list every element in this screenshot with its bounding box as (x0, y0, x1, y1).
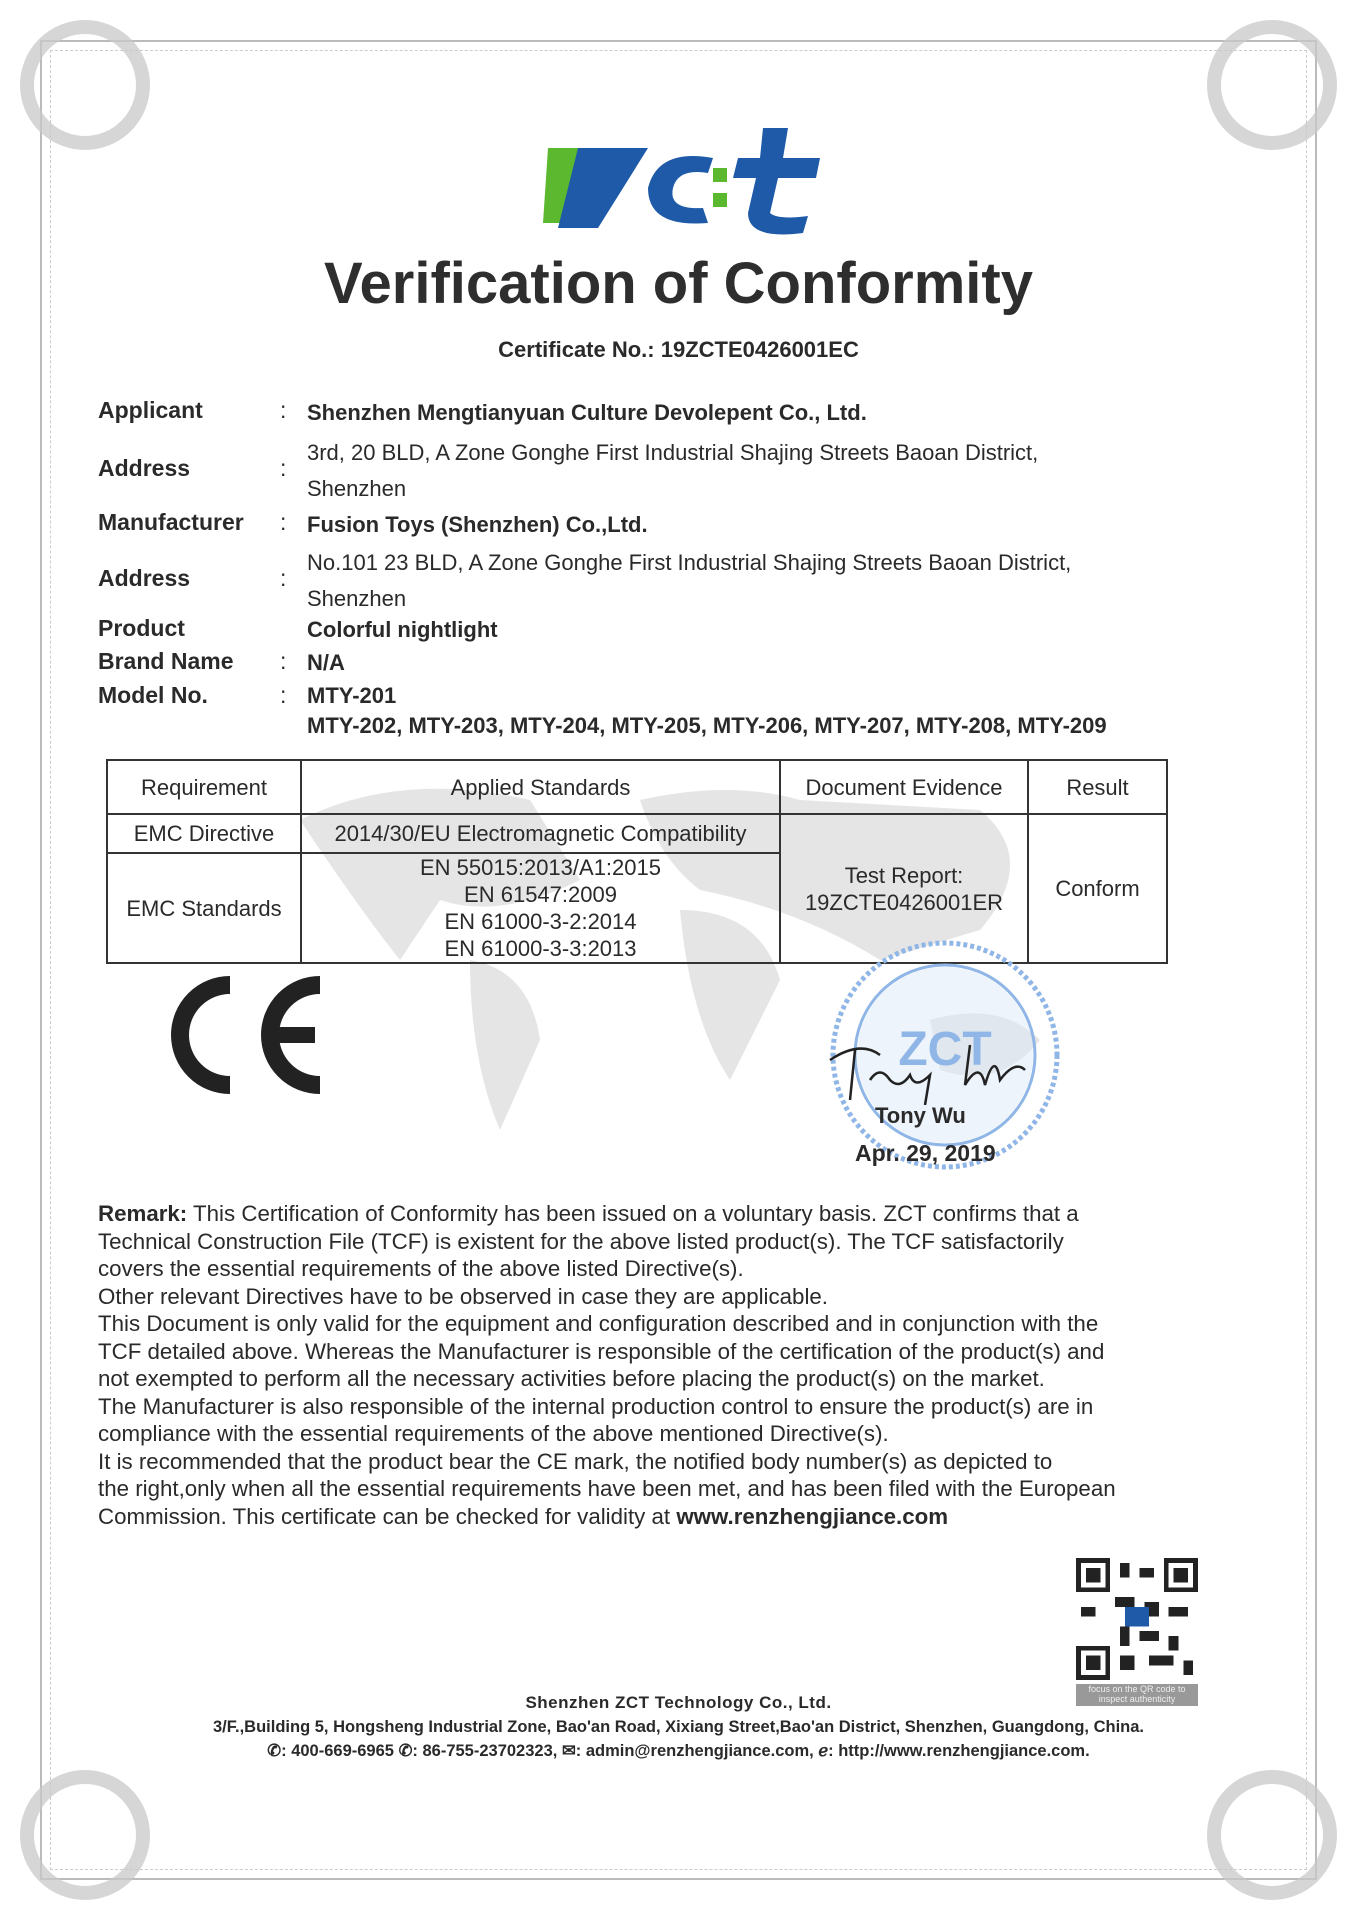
footer-address: 3/F.,Building 5, Hongsheng Industrial Zone, Bao'an Road, Xixiang Street,Bao'an District, Shenzhen, Guangdong, China. (212, 1718, 1144, 1736)
issue-date: Apr. 29, 2019 (855, 1140, 996, 1166)
corner-ornament (1207, 1770, 1337, 1900)
corner-ornament (1207, 20, 1337, 150)
standard-item: EN 61547:2009 (464, 882, 617, 907)
table-header-row (107, 760, 1167, 814)
applicant-address-line2: Shenzhen (307, 476, 407, 501)
colon: : (280, 682, 287, 708)
standard-cell: 2014/30/EU Electromagnetic Compatibility (301, 814, 780, 853)
product-value: Colorful nightlight (307, 617, 498, 642)
remark-line: covers the essential requirements of the above listed Directive(s). (98, 1256, 744, 1281)
phone-icon: ✆ (267, 1742, 282, 1760)
requirement-cell: EMC Standards (107, 853, 301, 963)
remark-section (98, 1200, 1248, 1530)
phone-icon: ✆ (398, 1742, 413, 1760)
web-icon: ℯ (818, 1742, 829, 1760)
remark-line: Technical Construction File (TCF) is existent for the above listed product(s). The TCF satisfactorily (98, 1228, 1064, 1254)
applicant-address-line1: 3rd, 20 BLD, A Zone Gonghe First Industrial Shajing Streets Baoan District, (307, 440, 1039, 465)
certificate-number: Certificate No.: 19ZCTE0426001EC (498, 337, 859, 362)
ce-mark-icon (155, 975, 330, 1095)
remark-line: The Manufacturer is also responsible of the internal production control to ensure the product(s) are in (98, 1393, 1094, 1419)
applicant-value: Shenzhen Mengtianyuan Culture Devolepent Co., Ltd. (307, 400, 867, 425)
header-requirement: Requirement (107, 760, 301, 814)
phone-1: : 400-669-6965 (281, 1742, 394, 1760)
colon: : (280, 455, 287, 481)
standards-table (106, 759, 1168, 964)
manufacturer-value: Fusion Toys (Shenzhen) Co.,Ltd. (307, 512, 648, 537)
web-url[interactable]: : http://www.renzhengjiance.com. (828, 1742, 1090, 1760)
remark-line: compliance with the essential requirements of the above mentioned Directive(s). (98, 1421, 889, 1446)
evidence-line: Test Report: (844, 862, 964, 888)
standard-item: EN 55015:2013/A1:2015 (420, 855, 661, 880)
remark-line: This Document is only valid for the equipment and configuration described and in conjunction with the (98, 1311, 1099, 1336)
remark-line: the right,only when all the essential requirements have been met, and has been filed with the European (98, 1476, 1116, 1501)
qr-code[interactable] (1076, 1556, 1198, 1682)
manufacturer-label: Manufacturer (98, 509, 244, 535)
zct-logo (538, 128, 820, 240)
signature (820, 1030, 1040, 1105)
applicant-label: Applicant (98, 397, 203, 423)
manufacturer-address-label: Address (98, 565, 191, 591)
header-applied-standards: Applied Standards (301, 760, 780, 814)
header-result: Result (1028, 760, 1167, 814)
signatory-name: Tony Wu (875, 1103, 966, 1128)
colon: : (280, 397, 287, 423)
standard-item: EN 61000-3-2:2014 (444, 909, 637, 934)
colon: : (280, 565, 287, 591)
product-label: Product (98, 615, 185, 641)
evidence-report-no: 19ZCTE0426001ER (804, 889, 1004, 915)
result-cell: Conform (1028, 814, 1167, 963)
footer-company: Shenzhen ZCT Technology Co., Ltd. (525, 1693, 832, 1712)
model-no-line2: MTY-202, MTY-203, MTY-204, MTY-205, MTY-206, MTY-207, MTY-208, MTY-209 (307, 713, 1107, 738)
colon: : (280, 648, 287, 674)
remark-line: It is recommended that the product bear the CE mark, the notified body number(s) as depicted to (98, 1448, 1053, 1474)
manufacturer-address-line2: Shenzhen (307, 586, 407, 611)
model-no-label: Model No. (98, 682, 208, 708)
remark-line: Commission. This certificate can be checked for validity at (98, 1503, 677, 1529)
remark-line: This Certification of Conformity has been issued on a voluntary basis. ZCT confirms that a (187, 1201, 1079, 1226)
remark-line: TCF detailed above. Whereas the Manufacturer is responsible of the certification of the product(s) and (98, 1338, 1105, 1364)
svg-text:ZCT: ZCT (898, 1023, 992, 1076)
website-link[interactable]: www.renzhengjiance.com (676, 1503, 949, 1529)
brand-name-label: Brand Name (98, 648, 234, 674)
corner-ornament (20, 20, 150, 150)
qr-caption: focus on the QR code to inspect authenticity (1076, 1684, 1198, 1706)
page-title: Verification of Conformity (324, 251, 1033, 316)
remark-line: Other relevant Directives have to be observed in case they are applicable. (98, 1283, 829, 1309)
standard-item: EN 61000-3-3:2013 (444, 936, 637, 961)
corner-ornament (20, 1770, 150, 1900)
email[interactable]: : admin@renzhengjiance.com, (575, 1742, 814, 1760)
requirement-cell: EMC Directive (107, 814, 301, 853)
applicant-address-label: Address (98, 455, 191, 481)
email-icon: ✉ (561, 1742, 576, 1760)
header-document-evidence: Document Evidence (780, 760, 1028, 814)
standards-cell (301, 853, 780, 963)
model-no-line1: MTY-201 (307, 683, 397, 708)
footer-contact (0, 1741, 1357, 1761)
table-row (107, 814, 1167, 853)
manufacturer-address-line1: No.101 23 BLD, A Zone Gonghe First Industrial Shajing Streets Baoan District, (307, 550, 1072, 575)
remark-label: Remark: (98, 1201, 188, 1226)
brand-name-value: N/A (307, 650, 345, 675)
phone-2: : 86-755-23702323, (412, 1742, 558, 1760)
colon: : (280, 509, 287, 535)
remark-line: not exempted to perform all the necessary activities before placing the product(s) on the market. (98, 1366, 1045, 1391)
